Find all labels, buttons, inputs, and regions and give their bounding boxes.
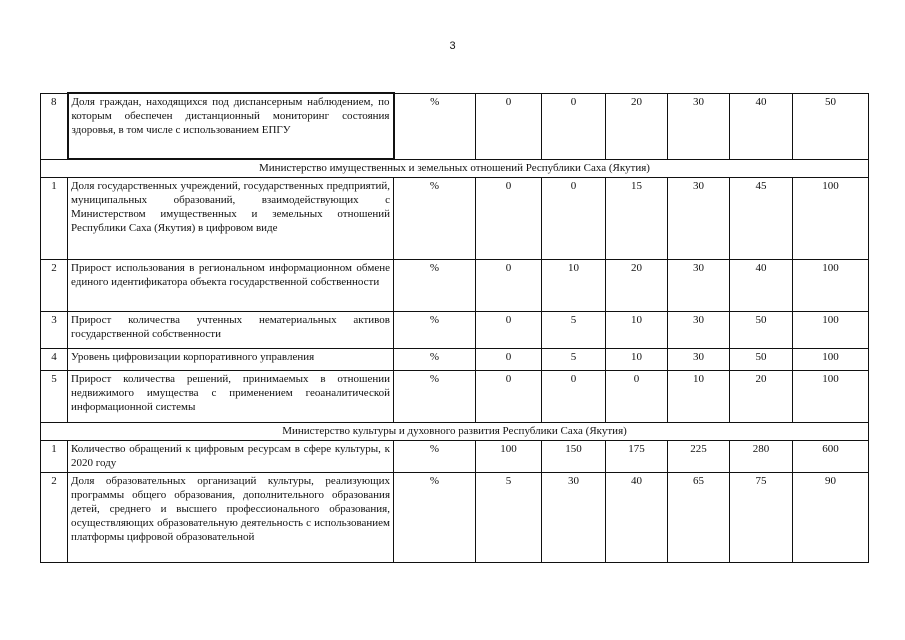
- value-cell: 30: [668, 348, 730, 370]
- table-row: [41, 440, 869, 472]
- value-cell: 0: [476, 370, 542, 422]
- value-cell: 5: [476, 472, 542, 562]
- unit-cell: %: [394, 440, 476, 472]
- value-cell: 90: [793, 472, 869, 562]
- indicators-table: [40, 92, 869, 563]
- value-cell: 0: [476, 311, 542, 348]
- value-cell: 175: [606, 440, 668, 472]
- value-cell: 10: [668, 370, 730, 422]
- value-cell: 100: [793, 348, 869, 370]
- indicator-name: Прирост использования в региональном информационном обмене единого идентификатора объекта государственной собственности: [68, 259, 394, 311]
- value-cell: 5: [542, 311, 606, 348]
- row-number: 2: [41, 259, 68, 311]
- value-cell: 100: [793, 259, 869, 311]
- indicator-name: Прирост количества решений, принимаемых в отношении недвижимого имущества с применением геоаналитической информационной системы: [68, 370, 394, 422]
- value-cell: 150: [542, 440, 606, 472]
- table-row: [41, 348, 869, 370]
- row-number: 5: [41, 370, 68, 422]
- indicator-name: Доля граждан, находящихся под диспансерным наблюдением, по которым обеспечен дистанционный мониторинг состояния здоровья, в том числе с использованием ЕПГУ: [68, 93, 394, 159]
- row-number: 8: [41, 93, 68, 159]
- value-cell: 5: [542, 348, 606, 370]
- table-row: [41, 177, 869, 259]
- table-row: [41, 370, 869, 422]
- value-cell: 15: [606, 177, 668, 259]
- row-number: 4: [41, 348, 68, 370]
- row-number: 3: [41, 311, 68, 348]
- value-cell: 0: [476, 93, 542, 159]
- table-row: [41, 472, 869, 562]
- value-cell: 75: [730, 472, 793, 562]
- section-row: [41, 422, 869, 440]
- indicator-name: Количество обращений к цифровым ресурсам в сфере культуры, к 2020 году: [68, 440, 394, 472]
- value-cell: 45: [730, 177, 793, 259]
- row-number: 1: [41, 177, 68, 259]
- value-cell: 30: [668, 311, 730, 348]
- value-cell: 30: [668, 259, 730, 311]
- value-cell: 0: [476, 177, 542, 259]
- table-row: [41, 311, 869, 348]
- value-cell: 225: [668, 440, 730, 472]
- indicator-name: Уровень цифровизации корпоративного управления: [68, 348, 394, 370]
- value-cell: 0: [476, 348, 542, 370]
- value-cell: 0: [542, 93, 606, 159]
- value-cell: 0: [542, 370, 606, 422]
- value-cell: 30: [542, 472, 606, 562]
- value-cell: 40: [730, 93, 793, 159]
- value-cell: 600: [793, 440, 869, 472]
- unit-cell: %: [394, 370, 476, 422]
- value-cell: 0: [542, 177, 606, 259]
- table-row: [41, 259, 869, 311]
- value-cell: 100: [793, 177, 869, 259]
- value-cell: 100: [793, 370, 869, 422]
- unit-cell: %: [394, 93, 476, 159]
- row-number: 2: [41, 472, 68, 562]
- table-row: [41, 93, 869, 159]
- unit-cell: %: [394, 311, 476, 348]
- indicator-name: Прирост количества учтенных нематериальных активов государственной собственности: [68, 311, 394, 348]
- value-cell: 50: [730, 311, 793, 348]
- section-title: Министерство имущественных и земельных отношений Республики Саха (Якутия): [41, 159, 869, 177]
- value-cell: 20: [606, 93, 668, 159]
- value-cell: 20: [730, 370, 793, 422]
- value-cell: 40: [606, 472, 668, 562]
- value-cell: 280: [730, 440, 793, 472]
- unit-cell: %: [394, 348, 476, 370]
- value-cell: 0: [476, 259, 542, 311]
- value-cell: 30: [668, 93, 730, 159]
- value-cell: 50: [793, 93, 869, 159]
- value-cell: 50: [730, 348, 793, 370]
- indicator-name: Доля государственных учреждений, государственных предприятий, муниципальных образований, взаимодействующих с Министерством имущественных и земельных отношений Республики Саха (Якутия) в цифровом виде: [68, 177, 394, 259]
- value-cell: 40: [730, 259, 793, 311]
- section-row: [41, 159, 869, 177]
- value-cell: 10: [606, 311, 668, 348]
- unit-cell: %: [394, 259, 476, 311]
- page-number: 3: [449, 40, 456, 52]
- value-cell: 100: [476, 440, 542, 472]
- value-cell: 10: [542, 259, 606, 311]
- unit-cell: %: [394, 472, 476, 562]
- value-cell: 65: [668, 472, 730, 562]
- value-cell: 0: [606, 370, 668, 422]
- unit-cell: %: [394, 177, 476, 259]
- value-cell: 10: [606, 348, 668, 370]
- value-cell: 100: [793, 311, 869, 348]
- value-cell: 20: [606, 259, 668, 311]
- row-number: 1: [41, 440, 68, 472]
- indicator-name: Доля образовательных организаций культуры, реализующих программы общего образования, дополнительного образования детей, среднего и высшего профессионального образования, осуществляющих образовательную деятельность с использованием платформы цифровой образовательной: [68, 472, 394, 562]
- value-cell: 30: [668, 177, 730, 259]
- section-title: Министерство культуры и духовного развития Республики Саха (Якутия): [41, 422, 869, 440]
